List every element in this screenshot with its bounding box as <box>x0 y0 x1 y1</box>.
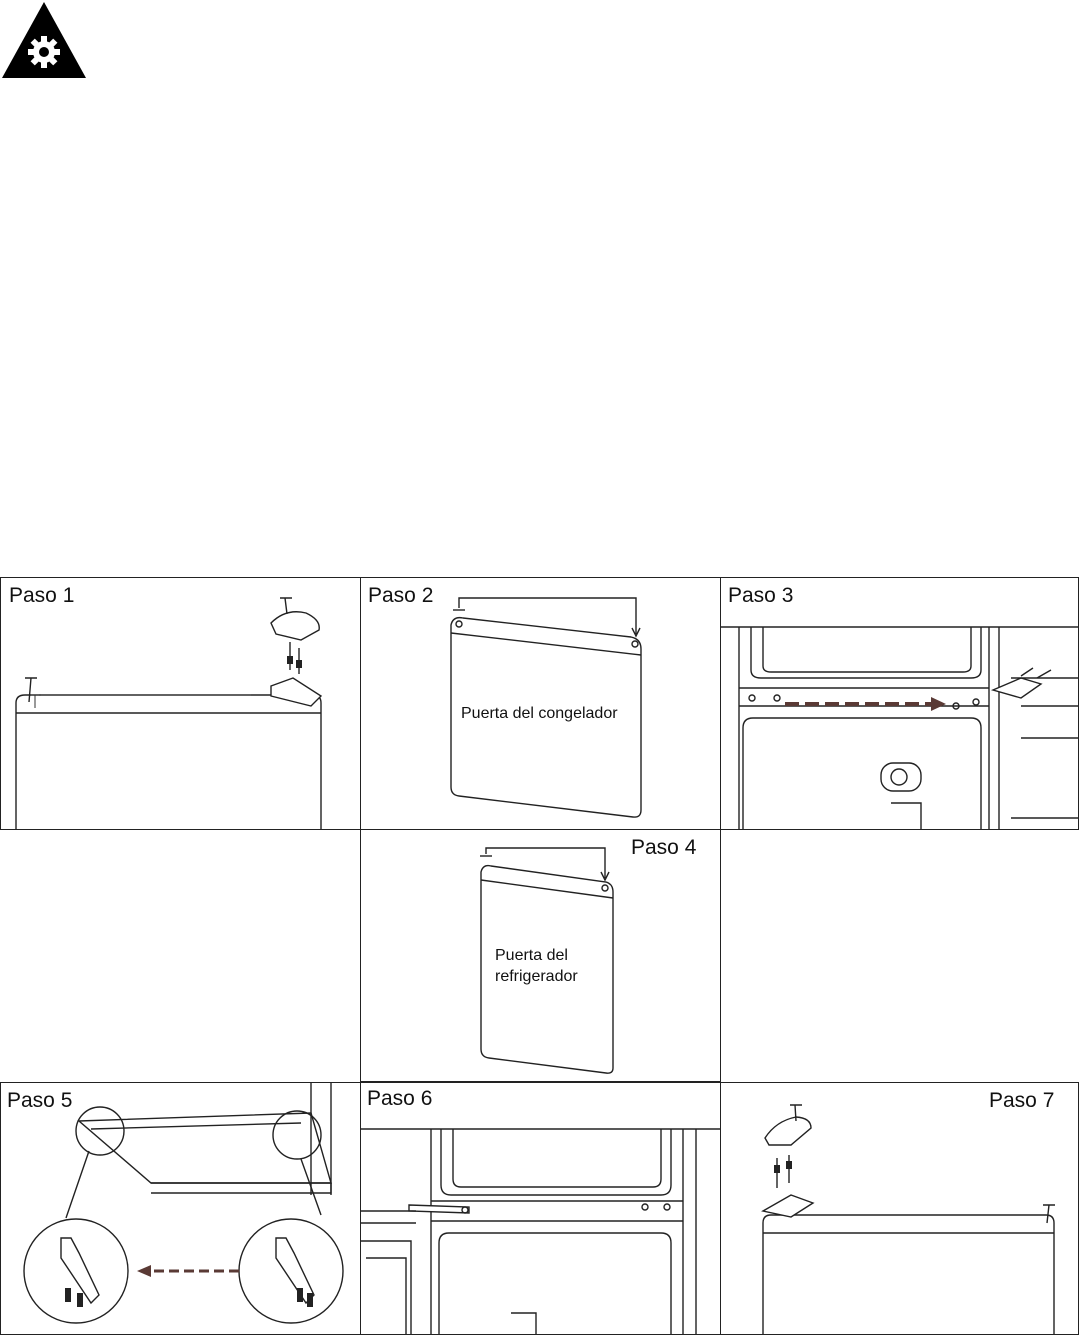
step-5-panel <box>0 1082 361 1335</box>
step-label: Paso 5 <box>7 1089 73 1112</box>
step-7-panel <box>720 1082 1079 1335</box>
step-label: Paso 3 <box>728 584 794 607</box>
step-4-panel <box>360 829 721 1082</box>
instruction-grid <box>0 577 1079 1335</box>
freezer-door-caption: Puerta del congelador <box>461 705 618 722</box>
step-2-panel <box>360 577 721 830</box>
fridge-door-caption-line2: refrigerador <box>495 968 578 985</box>
step-label: Paso 4 <box>631 836 697 859</box>
step-label: Paso 7 <box>989 1089 1055 1112</box>
step-1-panel <box>0 577 361 830</box>
fridge-door-caption-line1: Puerta del <box>495 947 568 964</box>
gear-warning-icon <box>0 0 88 80</box>
step-label: Paso 2 <box>368 584 434 607</box>
step-3-panel <box>720 577 1079 830</box>
step-label: Paso 1 <box>9 584 75 607</box>
step-6-panel <box>360 1082 721 1335</box>
step-label: Paso 6 <box>367 1087 433 1110</box>
